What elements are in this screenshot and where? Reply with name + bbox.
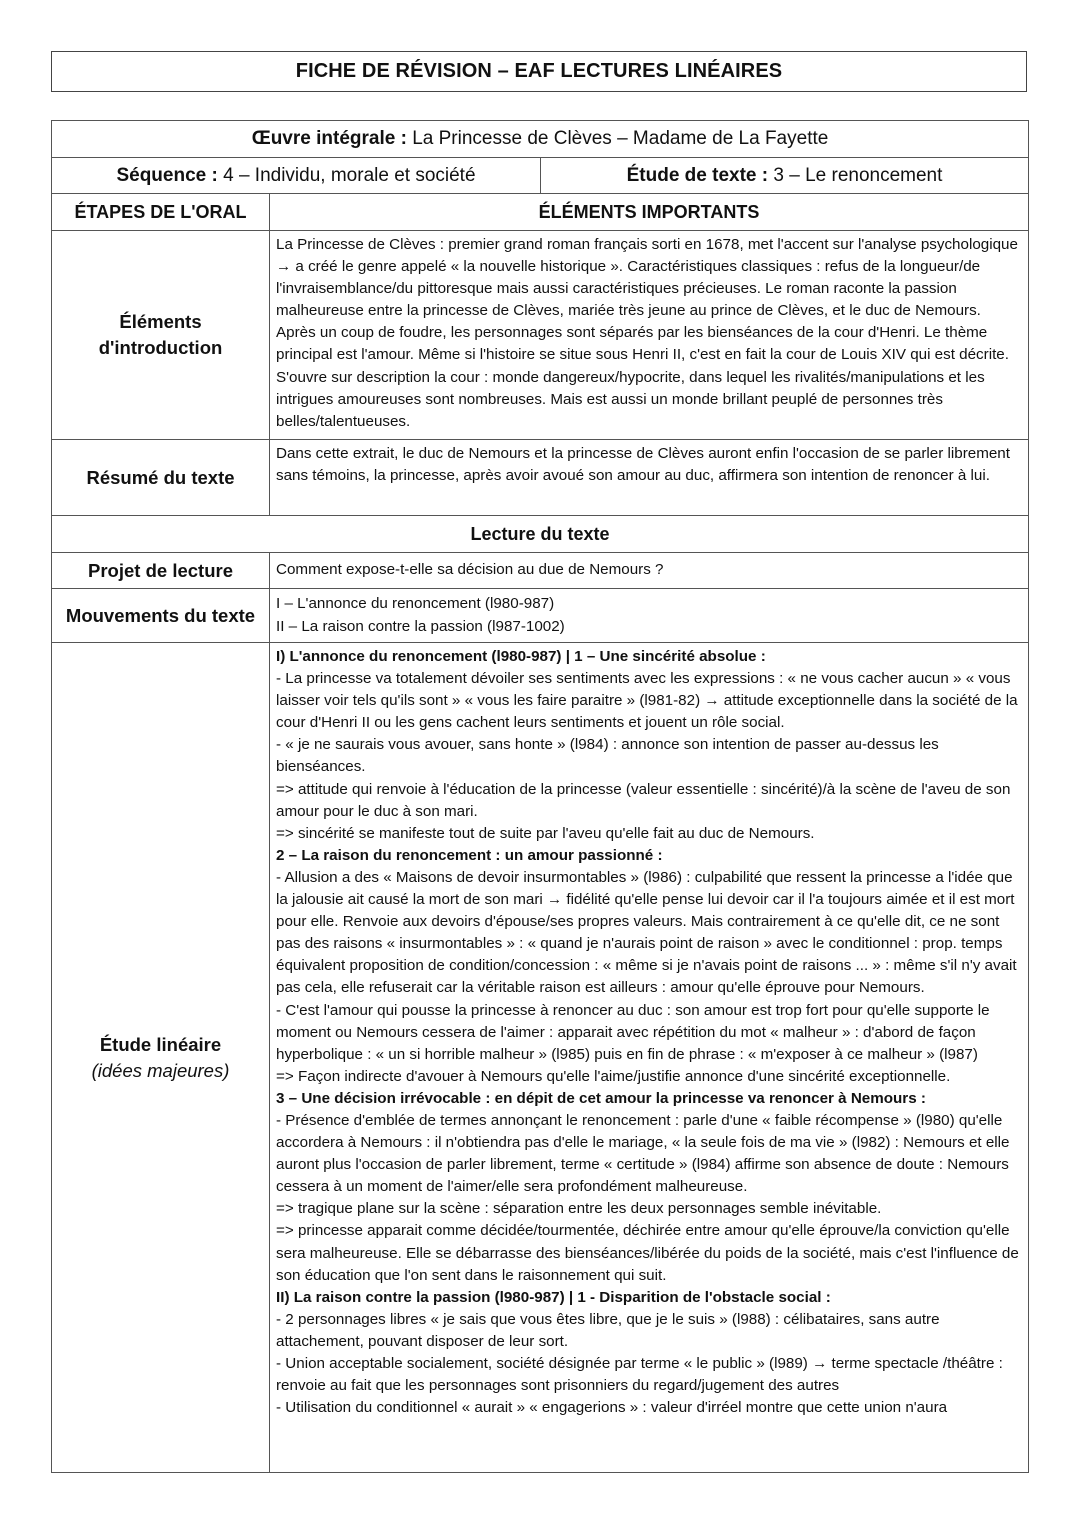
paragraph: - Union acceptable socialement, société désignée par terme « le public » (l989) → terme spectacle /théâtre : renvoie au fait que les personnages sont prisonniers du regard/jugement des autres (276, 1355, 1003, 1395)
sequence-cell (52, 158, 541, 194)
mouvements-text (270, 589, 1029, 643)
etude-cell (541, 158, 1029, 194)
sequence-row (52, 158, 1029, 194)
etude-lineaire-subtitle: (idées majeures) (91, 1059, 230, 1081)
paragraph: - Allusion a des « Maisons de devoir insurmontables » (l986) : culpabilité que ressent la princesse a l'idée que la jalousie ait causé la mort de son mari → fidélité qu'elle pense lui devoir car il l'a toujours aimée et il est mort pour elle. Renvoie aux devoirs d'épouse/ses propres valeurs. Mais contrairement à ce qu'elle dit, ce ne sont pas des raisons « insurmontables » : « quand je n'aurais point de raison » avec le conditionnel : prop. temps équivalent proposition de condition/concession : « même si je n'avais point de raisons ... » : même s'il n'y avait pas cela, elle refuserait car la véritable raison est ailleurs : amour qu'elle éprouve pour Nemours. (276, 868, 1017, 997)
etude-lineaire-label (52, 643, 270, 1473)
projet-label: Projet de lecture (52, 553, 270, 589)
paragraph: - « je ne saurais vous avouer, sans honte » (l984) : annonce son intention de passer au-dessus les bienséances. (276, 736, 939, 776)
paragraph: => sincérité se manifeste tout de suite par l'aveu qu'elle fait au duc de Nemours. (276, 824, 815, 842)
lecture-row (52, 516, 1029, 553)
etude-lineaire-text (270, 643, 1029, 1473)
paragraph: - 2 personnages libres « je sais que vous êtes libre, que je le suis » (l988) : célibataires, sans autre attachement, pouvant disposer de leur sort. (276, 1310, 940, 1350)
section-heading: 2 – La raison du renoncement : un amour passionné : (276, 846, 663, 864)
mouvement-2: II – La raison contre la passion (l987-1002) (276, 617, 565, 635)
introduction-text (270, 231, 1029, 440)
sequence-value: 4 – Individu, morale et société (217, 164, 476, 186)
resume-label: Résumé du texte (52, 440, 270, 516)
header-row (52, 194, 1029, 231)
etude-label: Étude de texte : (626, 164, 769, 186)
etude-value: 3 – Le renoncement (768, 164, 943, 186)
etude-lineaire-row (52, 643, 1029, 1473)
section-heading: I) L'annonce du renoncement (l980-987) | 1 – Une sincérité absolue : (276, 648, 766, 665)
introduction-label-line2: d'introduction (98, 337, 223, 358)
introduction-label-line1: Éléments (119, 311, 202, 332)
sequence-label: Séquence : (116, 164, 218, 186)
oeuvre-value: La Princesse de Clèves – Madame de La Fayette (406, 128, 829, 149)
section-heading: 3 – Une décision irrévocable : en dépit de cet amour la princesse va renoncer à Nemours : (276, 1089, 926, 1107)
paragraph: => tragique plane sur la scène : séparation entre les deux personnages semble inévitable. (276, 1200, 882, 1218)
paragraph: => princesse apparait comme décidée/tourmentée, déchirée entre amour qu'elle éprouve/la conviction qu'elle sera malheureuse. Elle se débarrasse des bienséances/libérée du poids de la société, mais c'est l'influence de son éducation que l'on sent dans le raisonnement qui suit. (276, 1222, 1019, 1284)
oeuvre-row (52, 121, 1029, 158)
introduction-row (52, 231, 1029, 440)
introduction-label (52, 231, 270, 440)
lecture-label: Lecture du texte (52, 516, 1029, 553)
introduction-paragraph: La Princesse de Clèves : premier grand roman français sorti en 1678, met l'accent sur l'analyse psychologique → a créé le genre appelé « la nouvelle historique ». Caractéristiques classiques : refus de la longueur/de l'invraisemblance/du pittoresque mais aussi caractéristiques précieuses. Le roman raconte la passion malheureuse entre la princesse de Clèves, mariée très jeune au prince de Clèves, et le duc de Nemours. Après un coup de foudre, les personnages sont séparés par les bienséances de la cour d'Henri. Le thème principal est l'amour. Même si l'histoire se situe sous Henri II, c'est en fait la cour de Louis XIV qui est décrite. S'ouvre sur description la cour : monde dangereux/hypocrite, dans lequel les rivalités/manipulations et les intrigues amoureuses sont nombreuses. Mais est aussi un monde brillant peuplé de personnes très belles/talentueuses. (276, 236, 1018, 430)
mouvements-row (52, 589, 1029, 643)
paragraph: - Présence d'emblée de termes annonçant le renoncement : parle d'une « faible récompense » (l980) qu'elle accordera à Nemours : il n'obtiendra pas d'elle le mariage, « la seule fois de ma vie » (l982) : Nemours et elle auront plus l'occasion de parler librement, terme « certitude » (l984) affirme son absence de doute : Nemours cessera à un moment de l'aimer/elle sera profondément malheureuse. (276, 1111, 1010, 1196)
etude-lineaire-title: Étude linéaire (99, 1033, 222, 1055)
header-right: ÉLÉMENTS IMPORTANTS (270, 194, 1029, 231)
paragraph: - Utilisation du conditionnel « aurait » « engagerions » : valeur d'irréel montre que cette union n'aura (276, 1399, 948, 1417)
mouvements-label: Mouvements du texte (52, 589, 270, 643)
paragraph: - La princesse va totalement dévoiler ses sentiments avec les expressions : « ne vous cacher aucun » « vous laisser voir tels qu'ils sont » « vous les faire paraitre » (l981-82) → attitude exceptionnelle dans la société de la cour d'Henri II ou les gens cachent leurs sentiments et jouent un rôle social. (276, 670, 1018, 732)
header-left: ÉTAPES DE L'ORAL (52, 194, 270, 231)
resume-text (270, 440, 1029, 516)
revision-table (51, 120, 1029, 1473)
page-title: FICHE DE RÉVISION – EAF LECTURES LINÉAIRES (51, 51, 1027, 92)
resume-paragraph: Dans cette extrait, le duc de Nemours et la princesse de Clèves auront enfin l'occasion de se parler librement sans témoins, la princesse, après avoir avoué son amour au duc, affirmera son intention de renoncer à lui. (276, 445, 1010, 485)
paragraph: => attitude qui renvoie à l'éducation de la princesse (valeur essentielle : sincérité)/à la scène de l'aveu de son amour pour le duc à son mari. (276, 780, 1011, 820)
resume-row (52, 440, 1029, 516)
section-heading: II) La raison contre la passion (l980-987) | 1 - Disparition de l'obstacle social : (276, 1288, 831, 1306)
oeuvre-label: Œuvre intégrale : (251, 128, 407, 149)
paragraph: - C'est l'amour qui pousse la princesse à renoncer au duc : son amour est trop fort pour qu'elle supporte le moment ou Nemours cessera de l'aimer : apparait avec répétition du mot « malheur » : d'abord de façon hyperbolique : « un si horrible malheur » (l985) puis en fin de phrase : « m'exposer à ce malheur » (l987) (276, 1001, 990, 1063)
oeuvre-cell (52, 121, 1029, 158)
projet-row (52, 553, 1029, 589)
paragraph: => Façon indirecte d'avouer à Nemours qu'elle l'aime/justifie annonce d'une sincérité exceptionnelle. (276, 1067, 951, 1085)
mouvement-1: I – L'annonce du renoncement (l980-987) (276, 595, 555, 613)
projet-text: Comment expose-t-elle sa décision au due de Nemours ? (270, 553, 1029, 589)
